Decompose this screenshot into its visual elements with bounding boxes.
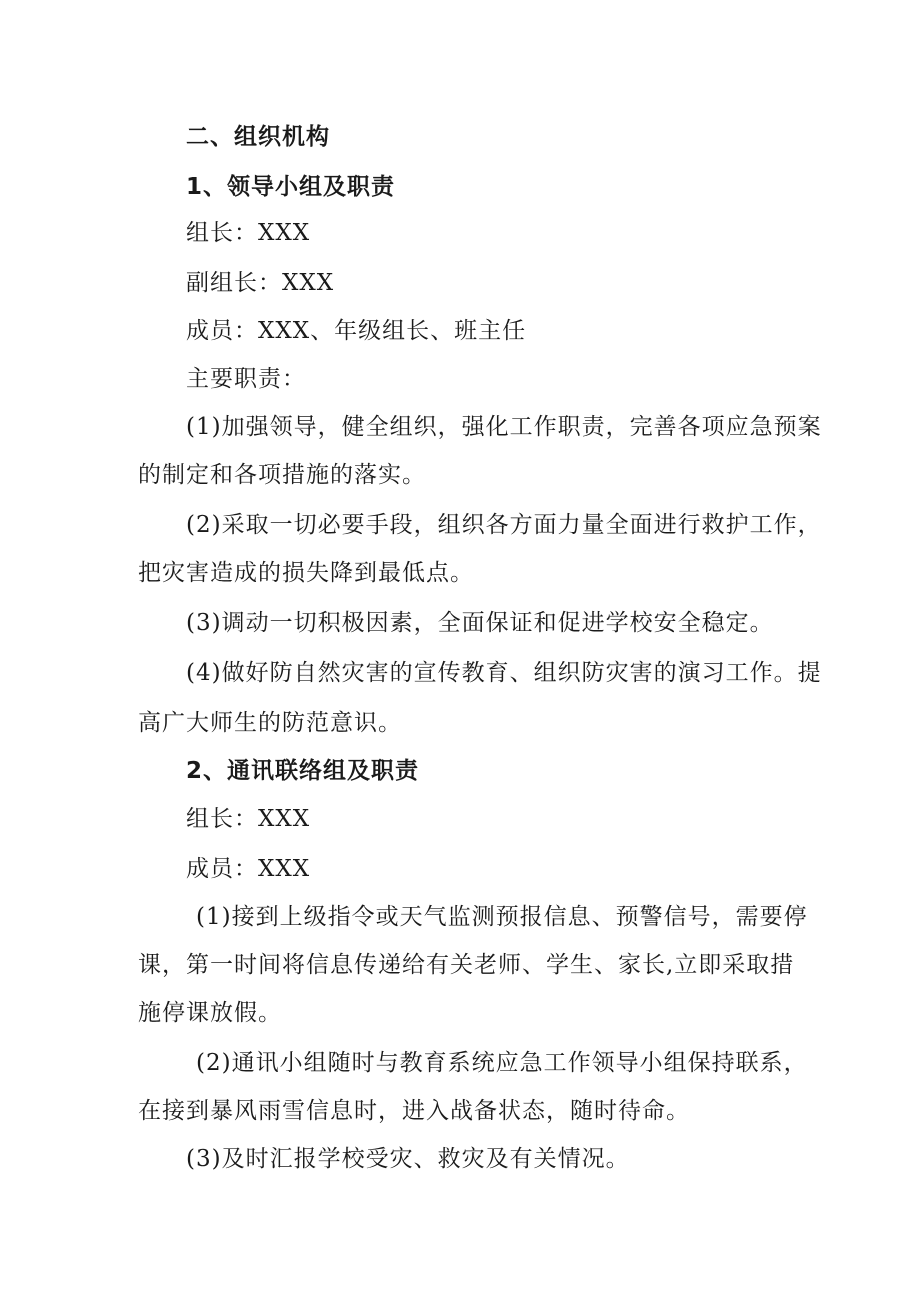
duty4-line2: 高广大师生的防范意识。 xyxy=(138,710,402,736)
communication-members: 成员：XXX xyxy=(186,856,311,882)
comm-item3: (3)及时汇报学校受灾、救灾及有关情况。 xyxy=(186,1146,630,1172)
comm-item1-line2: 课，第一时间将信息传递给有关老师、学生、家长,立即采取措 xyxy=(138,952,795,978)
section-title: 二、组织机构 xyxy=(186,124,330,150)
comm-item1-line3: 施停课放假。 xyxy=(138,1000,282,1026)
duty1-line1: (1)加强领导，健全组织，强化工作职责，完善各项应急预案 xyxy=(186,414,822,440)
leadership-heading: 1、领导小组及职责 xyxy=(186,174,396,200)
leadership-leader: 组长：XXX xyxy=(186,220,311,246)
comm-item2-line1: (2)通讯小组随时与教育系统应急工作领导小组保持联系， xyxy=(196,1050,808,1076)
duty4-line1: (4)做好防自然灾害的宣传教育、组织防灾害的演习工作。提 xyxy=(186,660,822,686)
leadership-members: 成员：XXX、年级组长、班主任 xyxy=(186,318,527,344)
duty2-line2: 把灾害造成的损失降到最低点。 xyxy=(138,560,474,586)
duty1-line2: 的制定和各项措施的落实。 xyxy=(138,462,426,488)
duties-label: 主要职责： xyxy=(186,366,306,392)
duty3: (3)调动一切积极因素，全面保证和促进学校安全稳定。 xyxy=(186,610,774,636)
communication-leader: 组长：XXX xyxy=(186,806,311,832)
duty2-line1: (2)采取一切必要手段，组织各方面力量全面进行救护工作， xyxy=(186,512,822,538)
leadership-deputy: 副组长：XXX xyxy=(186,270,335,296)
communication-heading: 2、通讯联络组及职责 xyxy=(186,758,420,784)
comm-item1-line1: (1)接到上级指令或天气监测预报信息、预警信号，需要停 xyxy=(196,904,808,930)
comm-item2-line2: 在接到暴风雨雪信息时，进入战备状态，随时待命。 xyxy=(138,1098,690,1124)
